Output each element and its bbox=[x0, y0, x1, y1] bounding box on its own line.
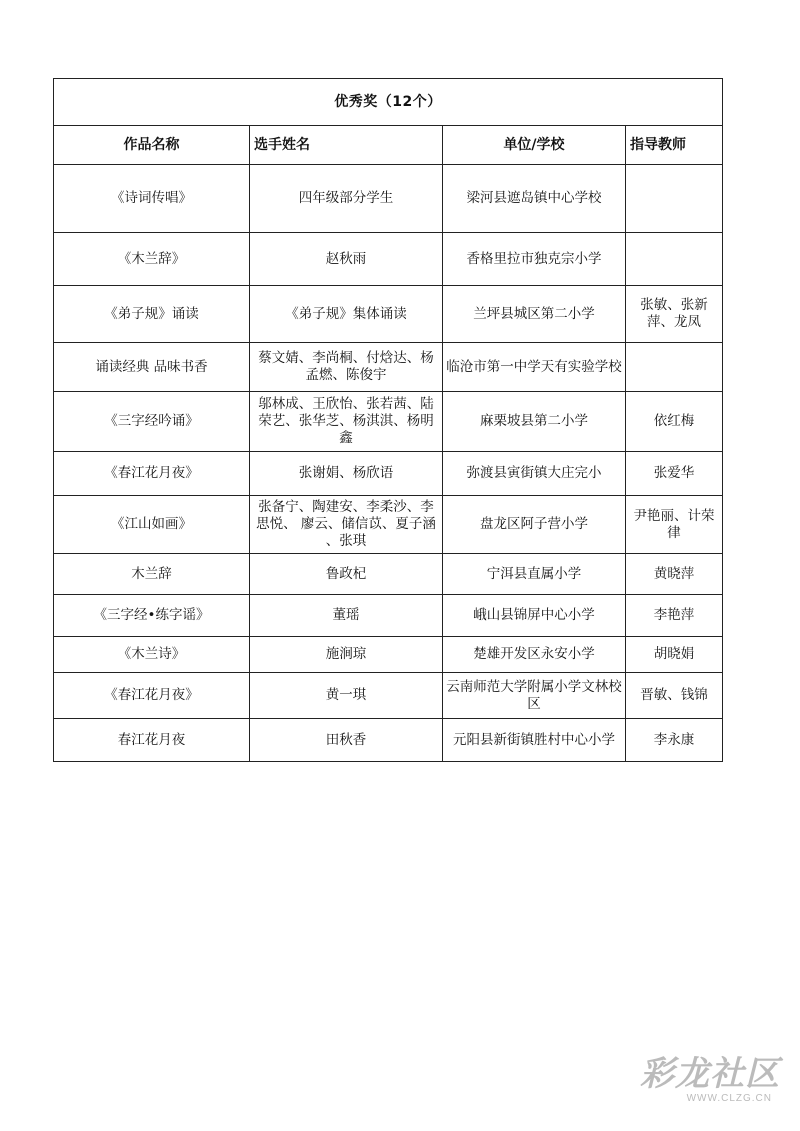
cell-work: 春江花月夜 bbox=[54, 719, 250, 762]
title-row bbox=[54, 79, 723, 126]
cell-work: 《诗词传唱》 bbox=[54, 165, 250, 233]
cell-work: 木兰辞 bbox=[54, 554, 250, 595]
cell-work: 《春江花月夜》 bbox=[54, 452, 250, 496]
cell-name: 张谢娟、杨欣语 bbox=[250, 452, 443, 496]
cell-teacher: 李艳萍 bbox=[626, 595, 723, 637]
table-row bbox=[54, 673, 723, 719]
table-row bbox=[54, 233, 723, 286]
cell-school: 云南师范大学附属小学文林校区 bbox=[443, 673, 626, 719]
table-row bbox=[54, 554, 723, 595]
cell-teacher: 张敏、张新萍、龙凤 bbox=[626, 286, 723, 343]
header-work: 作品名称 bbox=[54, 126, 250, 165]
cell-name: 董瑶 bbox=[250, 595, 443, 637]
table-title: 优秀奖（12个） bbox=[54, 79, 723, 126]
cell-name: 施涧琼 bbox=[250, 637, 443, 673]
table-row bbox=[54, 286, 723, 343]
table-row bbox=[54, 496, 723, 554]
header-name: 选手姓名 bbox=[250, 126, 443, 165]
cell-school: 弥渡县寅街镇大庄完小 bbox=[443, 452, 626, 496]
cell-school: 麻栗坡县第二小学 bbox=[443, 392, 626, 452]
cell-work: 《木兰辞》 bbox=[54, 233, 250, 286]
cell-teacher: 李永康 bbox=[626, 719, 723, 762]
cell-teacher: 晋敏、钱锦 bbox=[626, 673, 723, 719]
cell-name: 田秋香 bbox=[250, 719, 443, 762]
cell-name: 鲁政杞 bbox=[250, 554, 443, 595]
header-teacher: 指导教师 bbox=[626, 126, 723, 165]
cell-name: 赵秋雨 bbox=[250, 233, 443, 286]
watermark-logo: 彩龙社区 bbox=[640, 1054, 780, 1094]
cell-work: 《木兰诗》 bbox=[54, 637, 250, 673]
cell-teacher: 张爱华 bbox=[626, 452, 723, 496]
cell-name: 张备宁、陶建安、李柔沙、李思悦、 廖云、储信苡、夏子涵 、张琪 bbox=[250, 496, 443, 554]
cell-teacher bbox=[626, 233, 723, 286]
cell-work: 《江山如画》 bbox=[54, 496, 250, 554]
cell-name: 《弟子规》集体诵读 bbox=[250, 286, 443, 343]
cell-teacher bbox=[626, 165, 723, 233]
header-row bbox=[54, 126, 723, 165]
cell-work: 《春江花月夜》 bbox=[54, 673, 250, 719]
table-row bbox=[54, 637, 723, 673]
cell-teacher: 黄晓萍 bbox=[626, 554, 723, 595]
cell-work: 《弟子规》诵读 bbox=[54, 286, 250, 343]
cell-teacher: 尹艳丽、计荣律 bbox=[626, 496, 723, 554]
cell-name: 蔡文婧、李尚桐、付焓达、杨孟燃、陈俊宇 bbox=[250, 343, 443, 392]
cell-name: 黄一琪 bbox=[250, 673, 443, 719]
cell-school: 梁河县遮岛镇中心学校 bbox=[443, 165, 626, 233]
cell-school: 香格里拉市独克宗小学 bbox=[443, 233, 626, 286]
cell-work: 诵读经典 品味书香 bbox=[54, 343, 250, 392]
table-row bbox=[54, 452, 723, 496]
table-row bbox=[54, 595, 723, 637]
watermark bbox=[620, 1055, 780, 1117]
cell-school: 临沧市第一中学天有实验学校 bbox=[443, 343, 626, 392]
cell-school: 兰坪县城区第二小学 bbox=[443, 286, 626, 343]
cell-work: 《三字经吟诵》 bbox=[54, 392, 250, 452]
cell-school: 盘龙区阿子营小学 bbox=[443, 496, 626, 554]
cell-teacher: 依红梅 bbox=[626, 392, 723, 452]
table-row bbox=[54, 165, 723, 233]
watermark-url: WWW.CLZG.CN bbox=[686, 1093, 772, 1104]
table-row bbox=[54, 719, 723, 762]
table-row bbox=[54, 392, 723, 452]
cell-name: 四年级部分学生 bbox=[250, 165, 443, 233]
cell-teacher: 胡晓娟 bbox=[626, 637, 723, 673]
cell-school: 元阳县新街镇胜村中心小学 bbox=[443, 719, 626, 762]
table-row bbox=[54, 343, 723, 392]
cell-school: 峨山县锦屏中心小学 bbox=[443, 595, 626, 637]
cell-school: 楚雄开发区永安小学 bbox=[443, 637, 626, 673]
cell-teacher bbox=[626, 343, 723, 392]
cell-name: 邬林成、王欣怡、张若茜、陆荣艺、张华芝、杨淇淇、杨明鑫 bbox=[250, 392, 443, 452]
award-table bbox=[53, 78, 723, 762]
cell-work: 《三字经•练字谣》 bbox=[54, 595, 250, 637]
header-school: 单位/学校 bbox=[443, 126, 626, 165]
cell-school: 宁洱县直属小学 bbox=[443, 554, 626, 595]
